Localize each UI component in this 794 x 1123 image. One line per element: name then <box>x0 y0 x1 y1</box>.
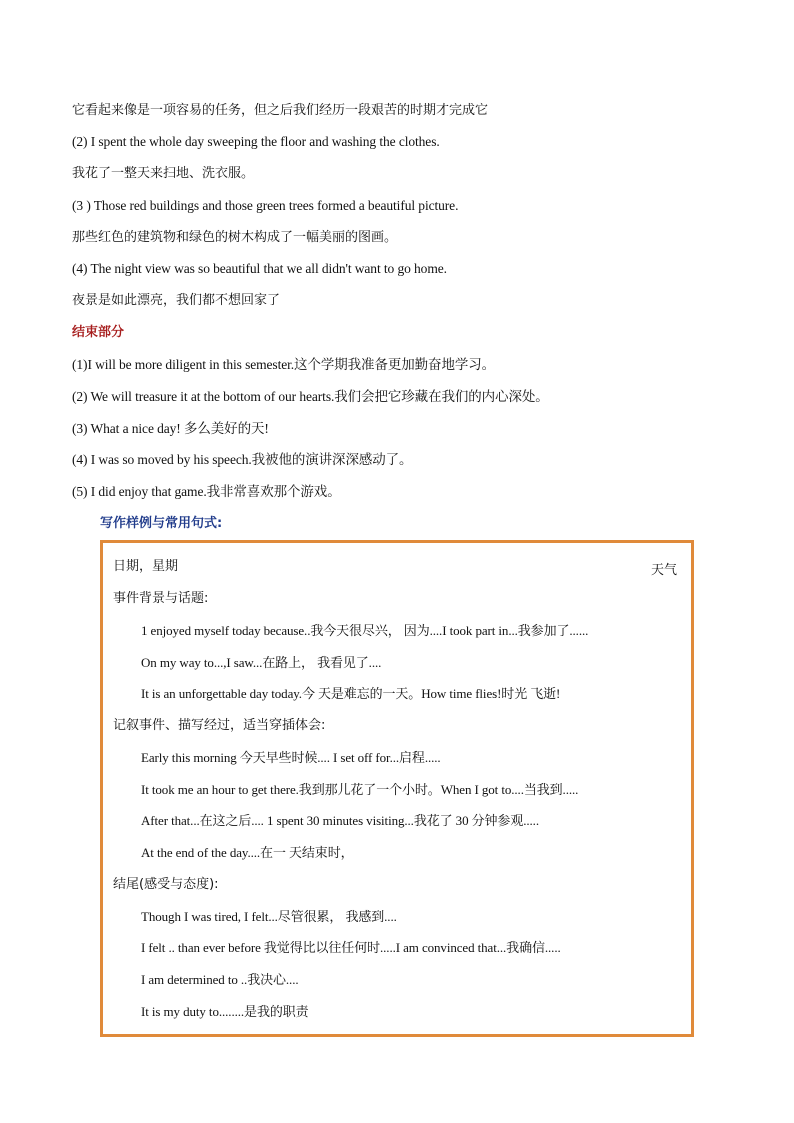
background-item-2: On my way to...,I saw...在路上， 我看见了.... <box>141 655 382 670</box>
section-title-background: 事件背景与话题: <box>113 591 209 606</box>
examples-box <box>100 540 694 1037</box>
examples-heading: 写作样例与常用句式: <box>100 516 223 531</box>
background-item-1: 1 enjoyed myself today because..我今天很尽兴， 因为....I took part in...我参加了...... <box>141 623 589 638</box>
background-item-3: It is an unforgettable day today.今 天是难忘的一天。How time flies!时光 飞逝! <box>141 686 561 701</box>
ending-item-3: I am determined to ..我决心.... <box>141 972 299 987</box>
ending-line-4: (4) I was so moved by his speech.我被他的演讲深深感动了。 <box>72 452 413 467</box>
body-line-4: (3 ) Those red buildings and those green trees formed a beautiful picture. <box>72 198 459 213</box>
body-line-3: 我花了一整天来扫地、洗衣服。 <box>72 166 255 181</box>
section-title-ending: 结尾(感受与态度): <box>113 877 219 892</box>
body-line-6: (4) The night view was so beautiful that we all didn't want to go home. <box>72 261 447 276</box>
narrative-item-4: At the end of the day....在一 天结束时， <box>141 845 354 860</box>
ending-item-1: Though I was tired, I felt...尽管很累， 我感到.... <box>141 909 397 924</box>
ending-item-4: It is my duty to........是我的职责 <box>141 1004 309 1019</box>
ending-line-5: (5) I did enjoy that game.我非常喜欢那个游戏。 <box>72 484 341 499</box>
narrative-item-2: It took me an hour to get there.我到那儿花了一个小时。When I got to....当我到..... <box>141 782 579 797</box>
date-line: 日期，星期 <box>113 559 179 574</box>
body-line-1: 它看起来像是一项容易的任务，但之后我们经历一段艰苦的时期才完成它 <box>72 103 489 118</box>
weather-label: 天气 <box>650 563 677 578</box>
body-line-7: 夜景是如此漂亮，我们都不想回家了 <box>72 293 281 308</box>
ending-item-2: I felt .. than ever before 我觉得比以往任何时.....I am convinced that...我确信..... <box>141 940 561 955</box>
narrative-item-1: Early this morning 今天早些时候.... I set off for...启程..... <box>141 750 441 765</box>
ending-line-3: (3) What a nice day! 多么美好的天! <box>72 421 269 436</box>
section-title-narrative: 记叙事件、描写经过，适当穿插体会: <box>113 718 326 733</box>
narrative-item-3: After that...在这之后.... 1 spent 30 minutes visiting...我花了 30 分钟参观..... <box>141 813 539 828</box>
ending-line-1: (1)I will be more diligent in this semester.这个学期我准备更加勤奋地学习。 <box>72 357 496 372</box>
ending-heading: 结束部分 <box>72 325 125 340</box>
ending-line-2: (2) We will treasure it at the bottom of our hearts.我们会把它珍藏在我们的内心深处。 <box>72 389 549 404</box>
body-line-2: (2) I spent the whole day sweeping the floor and washing the clothes. <box>72 134 440 149</box>
body-line-5: 那些红色的建筑物和绿色的树木构成了一幅美丽的图画。 <box>72 230 398 245</box>
